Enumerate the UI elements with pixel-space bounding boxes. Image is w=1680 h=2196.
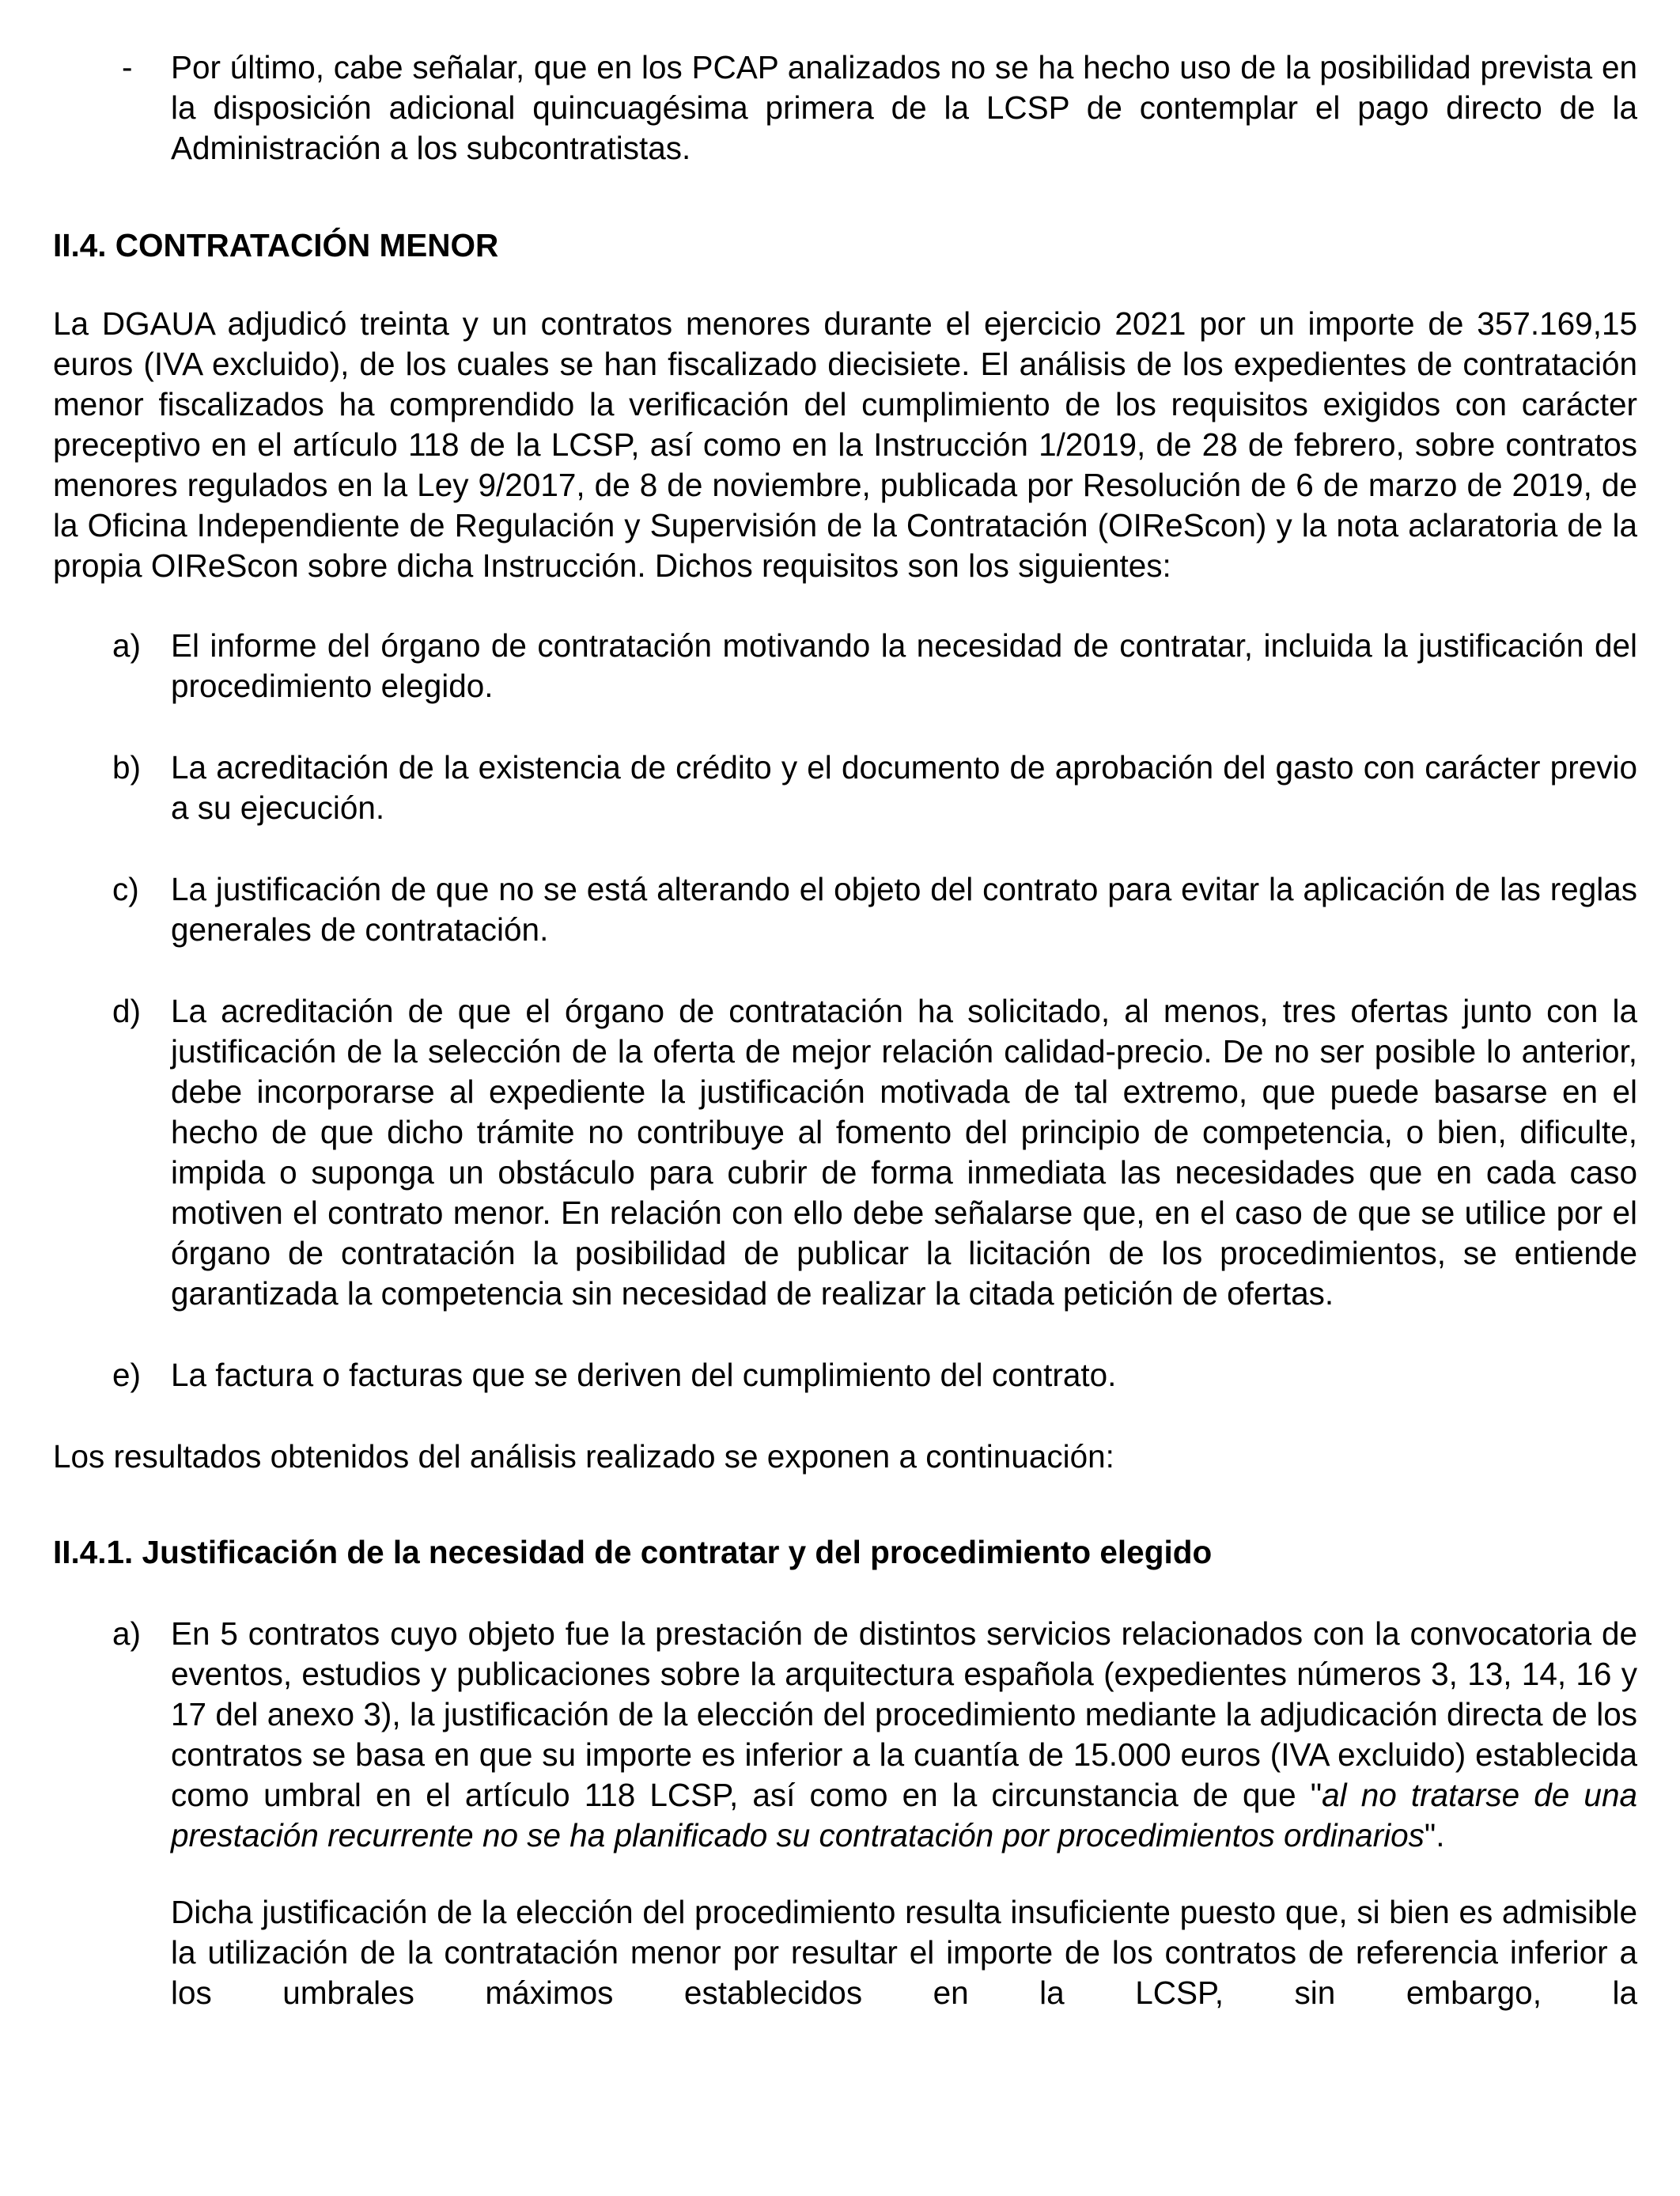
requirement-item — [53, 626, 1637, 706]
requirement-item — [53, 991, 1637, 1314]
requirements-list — [53, 626, 1637, 1395]
requirement-item — [53, 1355, 1637, 1395]
finding-text-end: ". — [1424, 1817, 1445, 1853]
finding-continuation: Dicha justificación de la elección del procedimiento resulta insuficiente puesto que, si bien es admisible la utilización de la contratación menor por resultar el importe de los contratos de referencia inferior a los umbrales máximos establecidos en la LCSP, sin embargo, la — [171, 1894, 1637, 2011]
dash-list-item — [53, 47, 1637, 168]
finding-item — [53, 1614, 1637, 2013]
requirement-text: La justificación de que no se está alterando el objeto del contrato para evitar la aplicación de las reglas generales de contratación. — [171, 871, 1637, 948]
results-intro: Los resultados obtenidos del análisis realizado se exponen a continuación: — [53, 1438, 1114, 1475]
requirement-text: La acreditación de que el órgano de contratación ha solicitado, al menos, tres ofertas junto con la justificación de la selección de la oferta de mejor relación calidad-precio. De no ser posible lo anterior, debe incorporarse al expediente la justificación motivada de tal extremo, que puede basarse en el hecho de que dicho trámite no contribuye al fomento del principio de competencia, o bien, dificulte, impida o suponga un obstáculo para cubrir de forma inmediata las necesidades que en cada caso motiven el contrato menor. En relación con ello debe señalarse que, en el caso de que se utilice por el órgano de contratación la posibilidad de publicar la licitación de los procedimientos, se entiende garantizada la competencia sin necesidad de realizar la citada petición de ofertas. — [171, 993, 1637, 1312]
list-marker: a) — [112, 1615, 142, 1652]
requirement-text: La acreditación de la existencia de crédito y el documento de aprobación del gasto con carácter previo a su ejecución. — [171, 749, 1637, 826]
list-marker: a) — [112, 627, 142, 664]
list-marker: e) — [112, 1357, 142, 1393]
requirement-item — [53, 869, 1637, 950]
requirement-text: El informe del órgano de contratación motivando la necesidad de contratar, incluida la justificación del procedimiento elegido. — [171, 627, 1637, 704]
finding-quote: al no tratarse de una prestación recurrente no se ha planificado su contratación por procedimientos ordinarios — [171, 1777, 1637, 1853]
subsection-heading: II.4.1. Justificación de la necesidad de contratar y del procedimiento elegido — [53, 1534, 1213, 1570]
list-marker: - — [122, 49, 133, 85]
list-marker: b) — [112, 749, 142, 786]
finding-text-main: En 5 contratos cuyo objeto fue la prestación de distintos servicios relacionados con la convocatoria de eventos, estudios y publicaciones sobre la arquitectura española (expedientes números 3, 13, 14, 16 y 17 del anexo 3), la justificación de la elección del procedimiento mediante la adjudicación directa de los contratos se basa en que su importe es inferior a la cuantía de 15.000 euros (IVA excluido) establecida como umbral en el artículo 118 LCSP, así como en la circunstancia de que " — [171, 1615, 1637, 1813]
document-page — [53, 47, 1637, 2013]
requirement-item — [53, 748, 1637, 828]
section-heading: II.4. CONTRATACIÓN MENOR — [53, 227, 499, 263]
intro-paragraph: La DGAUA adjudicó treinta y un contratos menores durante el ejercicio 2021 por un importe de 357.169,15 euros (IVA excluido), de los cuales se han fiscalizado diecisiete. El análisis de los expedientes de contratación menor fiscalizados ha comprendido la verificación del cumplimiento de los requisitos exigidos con carácter preceptivo en el artículo 118 de la LCSP, así como en la Instrucción 1/2019, de 28 de febrero, sobre contratos menores regulados en la Ley 9/2017, de 8 de noviembre, publicada por Resolución de 6 de marzo de 2019, de la Oficina Independiente de Regulación y Supervisión de la Contratación (OIReScon) y la nota aclaratoria de la propia OIReScon sobre dicha Instrucción. Dichos requisitos son los siguientes: — [53, 305, 1637, 584]
list-item-text: Por último, cabe señalar, que en los PCAP analizados no se ha hecho uso de la posibilidad prevista en la disposición adicional quincuagésima primera de la LCSP de contemplar el pago directo de la Administración a los subcontratistas. — [171, 49, 1637, 166]
list-marker: d) — [112, 993, 142, 1029]
requirement-text: La factura o facturas que se deriven del cumplimiento del contrato. — [171, 1357, 1117, 1393]
list-marker: c) — [112, 871, 139, 907]
finding-text — [171, 1614, 1637, 1856]
